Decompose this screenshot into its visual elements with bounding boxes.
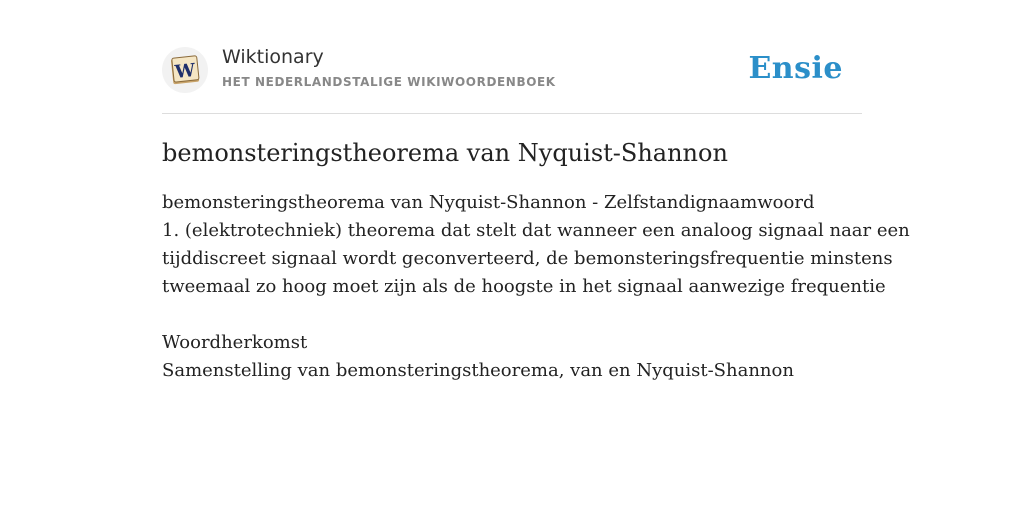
definition-line: tweemaal zo hoog moet zijn als de hoogste in het signaal aanwezige frequentie <box>162 276 886 297</box>
wiktionary-tile-icon <box>168 53 202 87</box>
definition-line-header: bemonsteringstheorema van Nyquist-Shannon - Zelfstandignaamwoord <box>162 192 815 213</box>
etymology-text: Samenstelling van bemonsteringstheorema, van en Nyquist-Shannon <box>162 360 794 381</box>
entry-body <box>162 189 910 385</box>
brand-tagline: HET NEDERLANDSTALIGE WIKIWOORDENBOEK <box>222 75 556 89</box>
svg-text:W: W <box>174 59 197 83</box>
ensie-logo[interactable]: Ensie <box>748 51 843 86</box>
page-title: bemonsteringstheorema van Nyquist-Shannon <box>162 139 728 167</box>
definition-line: 1. (elektrotechniek) theorema dat stelt dat wanneer een analoog signaal naar een <box>162 220 910 241</box>
entry-card <box>162 40 910 385</box>
definition-line: tijddiscreet signaal wordt geconverteerd, de bemonsteringsfrequentie minstens <box>162 248 893 269</box>
section-spacer <box>162 301 862 329</box>
header <box>162 40 862 114</box>
etymology-heading: Woordherkomst <box>162 332 308 353</box>
wiktionary-logo-icon[interactable] <box>162 47 208 93</box>
brand-name[interactable]: Wiktionary <box>222 46 324 68</box>
